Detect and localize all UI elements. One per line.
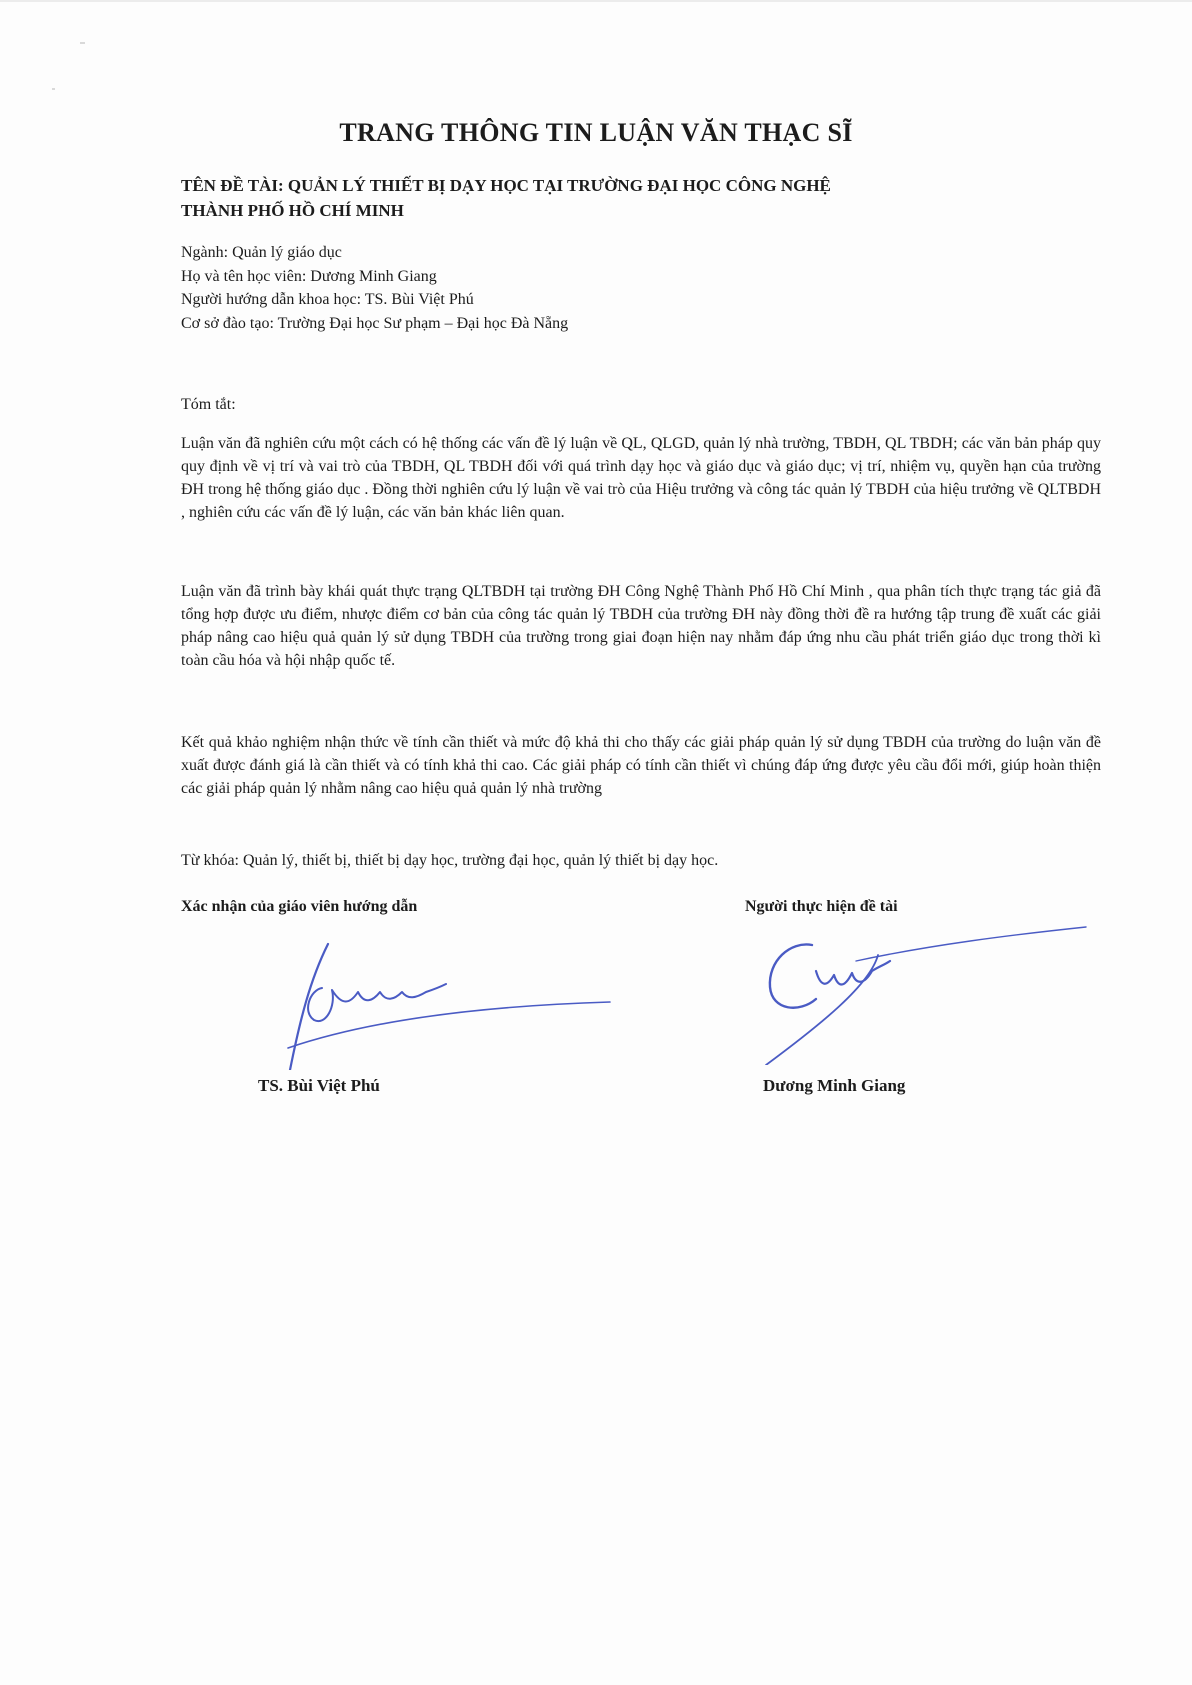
info-institution: Cơ sở đào tạo: Trường Đại học Sư phạm – Đại học Đà Nẵng [181,314,569,332]
scan-mark [0,0,1192,2]
keywords: Từ khóa: Quản lý, thiết bị, thiết bị dạy học, trường đại học, quản lý thiết bị dạy học. [181,852,719,869]
summary-label: Tóm tắt: [181,396,236,413]
summary-paragraph: Kết quả khảo nghiệm nhận thức về tính cần thiết và mức độ khả thi cho thấy các giải pháp quản lý sử dụng TBDH của trường do luận văn đề xuất được đánh giá là cần thiết và có tính khả thi cao. Các giải pháp có tính cần thiết vì chúng đáp ứng được yêu cầu đổi mới, giúp hoàn thiện các giải pháp quản lý nhằm nâng cao hiệu quả quản lý nhà trường [181,734,1101,797]
thesis-topic-line: TÊN ĐỀ TÀI: QUẢN LÝ THIẾT BỊ DẠY HỌC TẠI TRƯỜNG ĐẠI HỌC CÔNG NGHỆ [181,176,831,195]
advisor-signature [280,920,620,1070]
advisor-name: TS. Bùi Việt Phú [258,1076,380,1095]
thesis-topic [181,173,1081,223]
thesis-topic-line: THÀNH PHỐ HỒ CHÍ MINH [181,201,404,220]
scan-mark [80,42,85,44]
info-student: Họ và tên học viên: Dương Minh Giang [181,267,437,285]
info-major: Ngành: Quản lý giáo dục [181,244,342,261]
document-title: TRANG THÔNG TIN LUẬN VĂN THẠC SĨ [339,118,853,147]
author-heading: Người thực hiện đề tài [745,898,898,915]
scan-mark [52,88,55,90]
thesis-info [181,241,1081,335]
summary-paragraph: Luận văn đã trình bày khái quát thực trạng QLTBDH tại trường ĐH Công Nghệ Thành Phố Hồ Chí Minh , qua phân tích thực trạng tác giả đã tổng hợp được ưu điểm, nhược điểm cơ bản của công tác quản lý TBDH của trường ĐH này đồng thời đề ra hướng tập trung đề xuất các giải pháp nâng cao hiệu quả quản lý sử dụng TBDH của trường trong giai đoạn hiện nay nhằm đáp ứng nhu cầu phát triển giáo dục trong thời kì toàn cầu hóa và hội nhập quốc tế. [181,583,1101,669]
author-signature [760,915,1090,1065]
author-name: Dương Minh Giang [763,1076,906,1095]
advisor-confirmation-heading: Xác nhận của giáo viên hướng dẫn [181,898,418,915]
summary-paragraph: Luận văn đã nghiên cứu một cách có hệ thống các vấn đề lý luận về QL, QLGD, quản lý nhà trường, TBDH, QL TBDH; các văn bản pháp quy quy định về vị trí và vai trò của TBDH, QL TBDH đối với quá trình dạy học và giáo dục và giáo dục; vị trí, nhiệm vụ, quyền hạn của trường ĐH trong hệ thống giáo dục . Đồng thời nghiên cứu lý luận về vai trò của Hiệu trưởng và công tác quản lý TBDH của hiệu trưởng về QLTBDH , nghiên cứu các vấn đề lý luận, các văn bản khác liên quan. [181,435,1101,521]
info-advisor: Người hướng dẫn khoa học: TS. Bùi Việt Phú [181,291,474,308]
